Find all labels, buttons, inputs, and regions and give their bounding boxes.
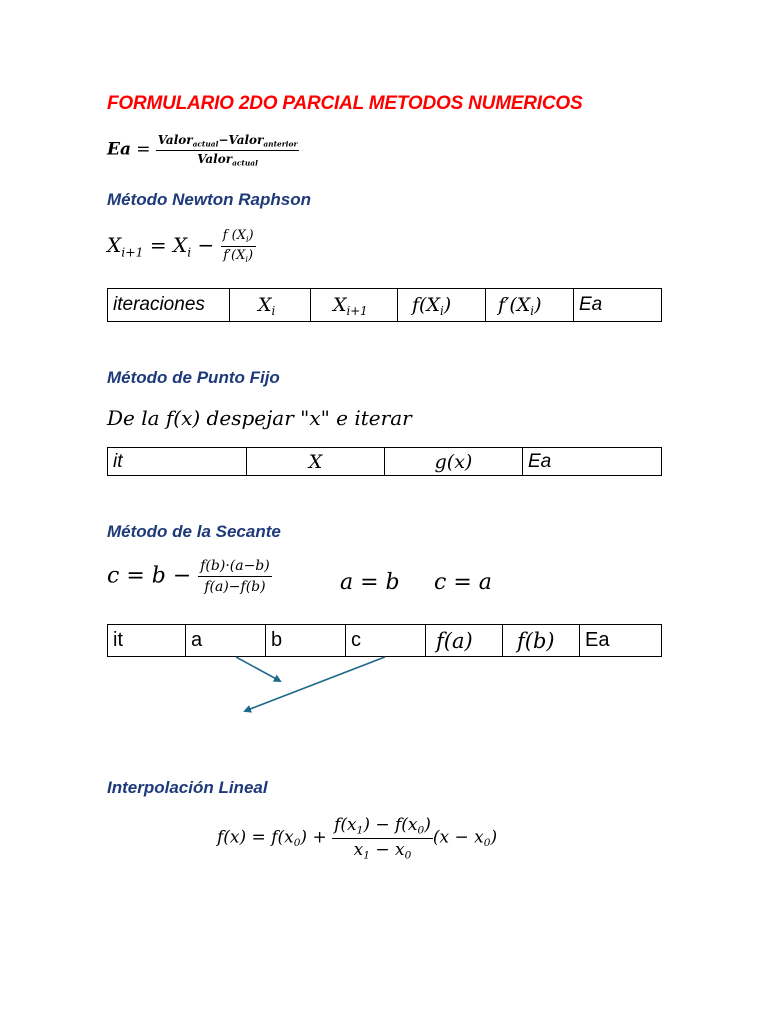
interp-lhs-end: ) + <box>300 827 327 848</box>
interpolacion-formula <box>217 816 497 860</box>
newton-col-fpxi-sub: i <box>530 304 535 319</box>
newton-col-fxi-sub: i <box>439 304 444 319</box>
ea-num-sub-actual: actual <box>192 139 219 149</box>
secante-formula <box>107 558 272 595</box>
secante-heading: Método de la Secante <box>107 522 281 541</box>
secante-col-c: c <box>346 625 426 657</box>
arrow-b-to-next-row-icon <box>236 657 280 681</box>
newton-col-fxi-end: ) <box>443 294 452 316</box>
newton-num-sub: i <box>245 234 249 244</box>
interp-tail-sub: 0 <box>483 837 491 850</box>
ea-den-value: Valor <box>197 151 233 166</box>
newton-den-sub: i <box>245 254 248 264</box>
interp-tail-end: ) <box>490 827 498 848</box>
newton-den-text: f′(X <box>223 247 246 263</box>
ea-num-sub-anterior: anterior <box>263 139 298 149</box>
table-row <box>108 625 662 657</box>
newton-col-xi <box>230 289 311 322</box>
ea-num-minus: − <box>218 133 229 147</box>
interp-num-b-sub: 0 <box>417 824 425 837</box>
punto-fijo-table <box>107 447 662 476</box>
punto-fijo-heading: Método de Punto Fijo <box>107 368 280 387</box>
newton-col-xi1-text: X <box>333 294 347 316</box>
newton-col-iteraciones: iteraciones <box>108 289 230 322</box>
newton-den-end: ) <box>247 247 254 263</box>
newton-lhs: X <box>107 232 122 257</box>
ea-num-value-anterior: Valor <box>228 133 264 147</box>
interp-den-b-sub: 0 <box>404 849 412 862</box>
newton-rhs-sub: i <box>187 244 192 260</box>
secante-fraction <box>198 558 271 595</box>
newton-col-fpxi-end: ) <box>534 294 542 316</box>
newton-heading: Método Newton Raphson <box>107 190 311 209</box>
interp-tail: (x − x <box>432 827 484 848</box>
interp-numerator <box>332 816 433 839</box>
newton-col-xi1 <box>311 289 398 322</box>
interp-num-end: ) <box>424 815 431 835</box>
newton-table <box>107 288 662 322</box>
secante-lhs: c = b − <box>107 563 199 589</box>
ea-denominator <box>195 151 260 167</box>
punto-fijo-col-x: X <box>247 448 385 476</box>
newton-eq: = <box>143 232 173 257</box>
newton-lhs-sub: i+1 <box>121 244 144 260</box>
interp-num-mid: ) − f(x <box>363 815 418 835</box>
secante-col-a: a <box>186 625 266 657</box>
newton-denominator <box>221 247 255 264</box>
newton-col-ea: Ea <box>574 289 662 322</box>
secante-col-b: b <box>266 625 346 657</box>
ea-formula <box>107 134 299 167</box>
newton-num-end: ) <box>248 228 254 243</box>
secante-assign-a: a = b <box>340 570 400 595</box>
ea-num-value-actual: Valor <box>157 133 193 147</box>
ea-fraction <box>156 134 300 167</box>
interp-num-a-sub: 1 <box>356 824 364 837</box>
newton-col-fpxi-text: f′(X <box>498 294 531 316</box>
ea-equals: = <box>136 139 151 160</box>
interp-denominator <box>352 839 414 861</box>
newton-minus: − <box>191 232 221 257</box>
interp-num-a: f(x <box>334 815 357 835</box>
newton-rhs: X <box>172 232 188 257</box>
ea-numerator <box>156 134 300 151</box>
interpolacion-heading: Interpolación Lineal <box>107 778 268 797</box>
interp-lhs-sub: 0 <box>293 837 301 850</box>
ea-lhs: Ea <box>107 139 131 160</box>
punto-fijo-col-ea: Ea <box>523 448 662 476</box>
punto-fijo-col-it: it <box>108 448 247 476</box>
interp-fraction <box>332 816 433 860</box>
newton-col-xi-sub: i <box>271 304 276 319</box>
punto-fijo-formula: De la f(x) despejar "x" e iterar <box>107 406 412 430</box>
arrow-c-to-a-icon <box>245 657 385 711</box>
interp-den-a-sub: 1 <box>363 849 370 862</box>
secante-denominator: f(a)−f(b) <box>204 579 266 596</box>
secante-col-fb: f(b) <box>503 625 580 657</box>
newton-col-fpxi <box>486 289 574 322</box>
secante-numerator: f(b)·(a−b) <box>198 558 271 577</box>
table-row <box>108 289 662 322</box>
newton-numerator <box>221 229 256 247</box>
punto-fijo-col-gx: g(x) <box>385 448 523 476</box>
ea-den-sub: actual <box>232 158 258 168</box>
newton-col-xi1-sub: i+1 <box>346 304 368 319</box>
table-row <box>108 448 662 476</box>
interp-lhs: f(x) = f(x <box>217 827 294 848</box>
secante-col-fa: f(a) <box>426 625 503 657</box>
newton-num-text: f (X <box>222 228 246 243</box>
newton-col-fxi-text: f(X <box>412 294 440 316</box>
page-title: FORMULARIO 2DO PARCIAL METODOS NUMERICOS <box>107 93 583 114</box>
newton-formula <box>107 229 256 264</box>
secante-col-ea: Ea <box>580 625 662 657</box>
secante-col-it: it <box>108 625 186 657</box>
secante-assign-c: c = a <box>434 570 492 595</box>
interp-den-mid: − x <box>369 839 405 860</box>
interp-den-a: x <box>353 839 364 860</box>
newton-col-fxi <box>398 289 486 322</box>
newton-fraction <box>221 229 256 264</box>
newton-col-xi-text: X <box>258 294 272 316</box>
secante-table <box>107 624 662 657</box>
